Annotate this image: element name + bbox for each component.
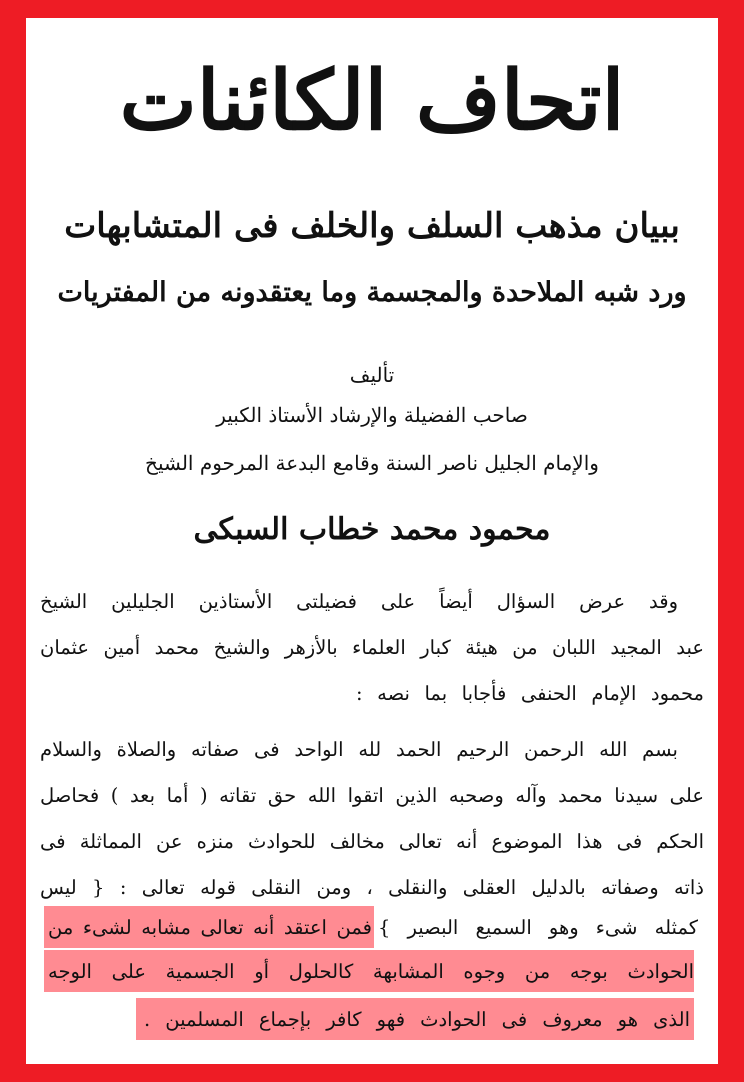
body-line-6: الحكم فى هذا الموضوع أنه تعالى مخالف للحوادث منزه عن المماثلة فى — [40, 830, 704, 853]
body-line-9 — [48, 954, 694, 990]
body-line-10-text: الذى هو معروف فى الحوادث فهو كافر بإجماع المسلمين . — [144, 1008, 690, 1031]
body-line-8-highlight — [48, 910, 372, 946]
body-line-10 — [144, 1002, 690, 1038]
body-line-3: محمود الإمام الحنفى فأجابا بما نصه : — [356, 682, 704, 705]
body-line-9-text: الحوادث بوجه من وجوه المشابهة كالحلول أو الجسمية على الوجه — [48, 960, 694, 983]
body-line-8-highlight-text: فمن اعتقد أنه تعالى مشابه لشىء من — [48, 916, 372, 939]
book-subtitle: ببيان مذهب السلف والخلف فى المتشابهات — [64, 206, 680, 246]
author-description-line1: صاحب الفضيلة والإرشاد الأستاذ الكبير — [216, 403, 528, 427]
body-line-1: وقد عرض السؤال أيضاً على فضيلتى الأستاذين الجليلين الشيخ — [40, 590, 678, 613]
author-description-line2: والإمام الجليل ناصر السنة وقامع البدعة المرحوم الشيخ — [145, 451, 599, 475]
author-name: محمود محمد خطاب السبكى — [193, 512, 551, 547]
book-title: اتحاف الكائنات — [119, 53, 625, 149]
body-line-8-plain-text: كمثله شىء وهو السميع البصير } — [378, 916, 698, 939]
body-line-2: عبد المجيد اللبان من هيئة كبار العلماء بالأزهر والشيخ محمد أمين عثمان — [40, 636, 704, 659]
document-page — [26, 18, 718, 1064]
body-line-5: على سيدنا محمد وآله وصحبه الذين اتقوا الله حق تقاته ( أما بعد ) فحاصل — [40, 784, 704, 807]
book-subtitle-secondary: ورد شبه الملاحدة والمجسمة وما يعتقدونه من المفتريات — [57, 277, 687, 308]
authorship-label: تأليف — [349, 363, 395, 387]
body-line-4: بسم الله الرحمن الرحيم الحمد لله الواحد فى صفاته والصلاة والسلام — [40, 738, 678, 761]
body-line-8-plain — [378, 910, 698, 946]
body-line-7: ذاته وصفاته بالدليل العقلى والنقلى ، ومن النقلى قوله تعالى : { ليس — [40, 876, 704, 899]
